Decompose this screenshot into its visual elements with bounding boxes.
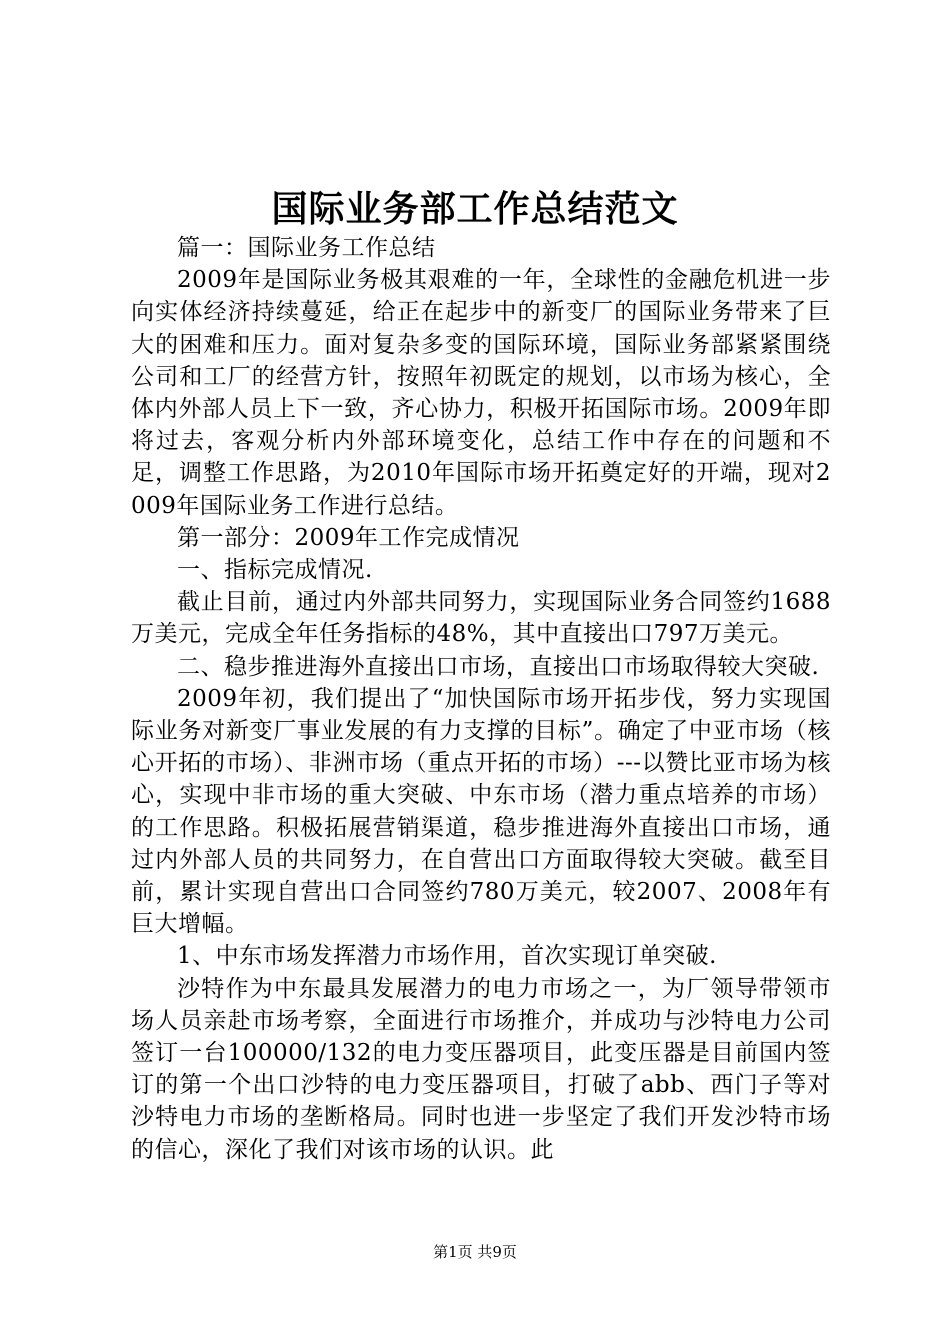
paragraph-intro: 2009年是国际业务极其艰难的一年，全球性的金融危机进一步向实体经济持续蔓延，给正在起步中的新变厂的国际业务带来了巨大的困难和压力。面对复杂多变的国际环境，国际业务部紧紧围绕公司和工厂的经营方针，按照年初既定的规划，以市场为核心，全体内外部人员上下一致，齐心协力，积极开拓国际市场。2009年即将过去，客观分析内外部环境变化，总结工作中存在的问题和不足，调整工作思路，为2010年国际市场开拓奠定好的开端，现对2009年国际业务工作进行总结。 <box>131 267 831 519</box>
paragraph-middle-east-heading: 1、中东市场发挥潜力市场作用，首次实现订单突破. <box>177 943 717 970</box>
document-body <box>131 232 831 1166</box>
document-title: 国际业务部工作总结范文 <box>271 188 679 230</box>
paragraph-part-one-heading: 第一部分：2009年工作完成情况 <box>177 524 520 551</box>
paragraph-export-heading: 二、稳步推进海外直接出口市场，直接出口市场取得较大突破. <box>177 653 820 680</box>
paragraph-section-heading: 篇一：国际业务工作总结 <box>177 235 436 261</box>
paragraph-indicator-detail: 截止目前，通过内外部共同努力，实现国际业务合同签约1688万美元，完成全年任务指标的48%，其中直接出口797万美元。 <box>131 589 831 648</box>
page-footer: 第1页 共9页 <box>433 1243 517 1261</box>
paragraph-export-detail: 2009年初，我们提出了“加快国际市场开拓步伐，努力实现国际业务对新变厂事业发展的有力支撑的目标”。确定了中亚市场（核心开拓的市场）、非洲市场（重点开拓的市场）---以赞比亚市场为核心，实现中非市场的重大突破、中东市场（潜力重点培养的市场）的工作思路。积极拓展营销渠道，稳步推进海外直接出口市场，通过内外部人员的共同努力，在自营出口方面取得较大突破。截至目前，累计实现自营出口合同签约780万美元，较2007、2008年有巨大增幅。 <box>131 685 831 938</box>
paragraph-saudi-detail: 沙特作为中东最具发展潜力的电力市场之一，为厂领导带领市场人员亲赴市场考察，全面进行市场推介，并成功与沙特电力公司签订一台100000/132的电力变压器项目，此变压器是目前国内签订的第一个出口沙特的电力变压器项目，打破了abb、西门子等对沙特电力市场的垄断格局。同时也进一步坚定了我们开发沙特市场的信心，深化了我们对该市场的认识。此 <box>131 975 831 1163</box>
paragraph-indicator-heading: 一、指标完成情况. <box>177 557 373 584</box>
